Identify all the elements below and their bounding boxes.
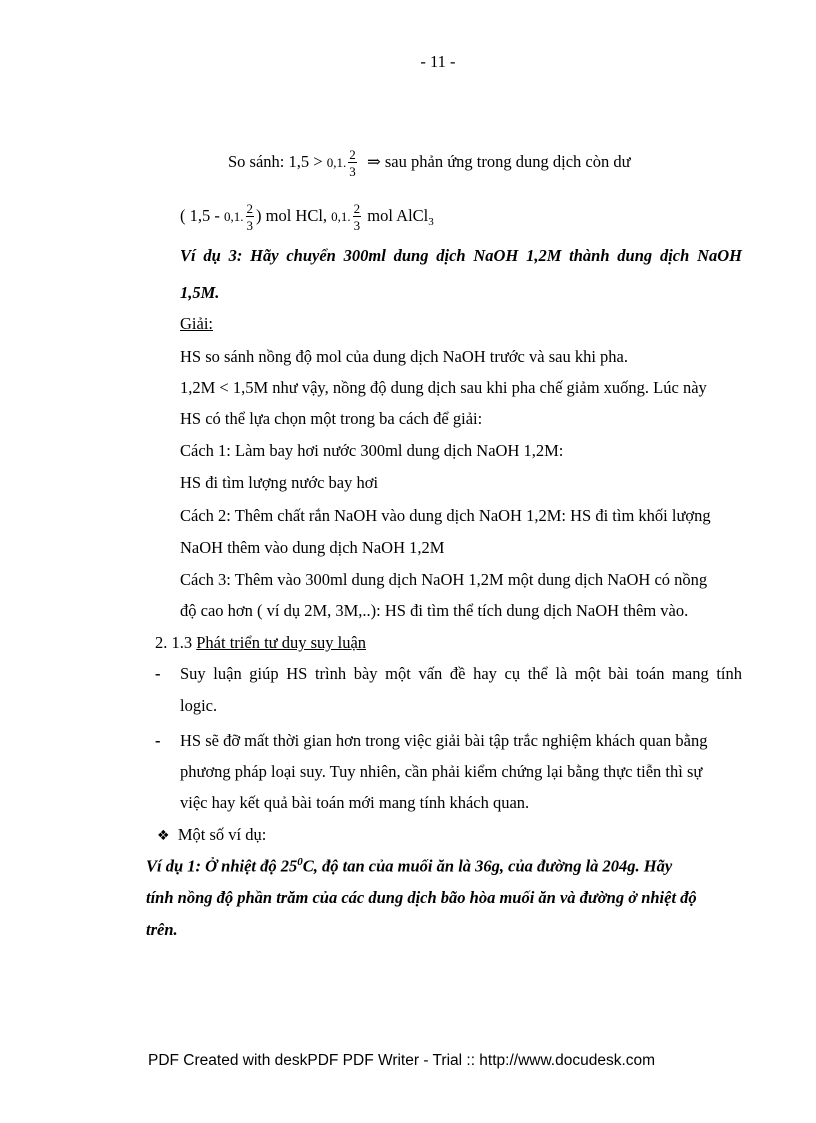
excess-mid: ) mol HCl, xyxy=(256,205,332,225)
example1-line1-b: C, độ tan của muối ăn là 36g, của đường là 204g. Hãy xyxy=(302,856,673,876)
bullet-line: phương pháp loại suy. Tuy nhiên, cần phải kiểm chứng lại bằng thực tiễn thì sự xyxy=(180,762,703,781)
example3-line: Cách 3: Thêm vào 300ml dung dịch NaOH 1,2M một dung dịch NaOH có nồng xyxy=(180,570,708,589)
solution-label: Giải: xyxy=(180,314,213,333)
bullet-line: logic. xyxy=(180,696,218,715)
compare-frac-den: 3 xyxy=(349,164,356,179)
example3-line: HS đi tìm lượng nước bay hơi xyxy=(180,473,379,492)
example3-line: HS so sánh nồng độ mol của dung dịch NaOH trước và sau khi pha. xyxy=(180,347,628,366)
pdf-footer: PDF Created with deskPDF PDF Writer - Trial :: http://www.docudesk.com xyxy=(148,1052,656,1069)
compare-line xyxy=(228,148,631,178)
example3-line: 1,2M < 1,5M như vậy, nồng độ dung dịch sau khi pha chế giảm xuống. Lúc này xyxy=(180,378,707,397)
excess-frac1-den: 3 xyxy=(246,218,253,233)
diamond-bullet-icon: ❖ xyxy=(157,828,170,844)
page-number: - 11 - xyxy=(420,52,456,71)
excess-fraction-2 xyxy=(353,202,362,232)
example3-line: HS có thể lựa chọn một trong ba cách để giải: xyxy=(180,409,483,428)
bullet-line: Suy luận giúp HS trình bày một vấn đề hay cụ thể là một bài toán mang tính xyxy=(180,664,742,683)
example3-line: NaOH thêm vào dung dịch NaOH 1,2M xyxy=(180,538,445,557)
example1-line1 xyxy=(146,856,672,877)
compare-prefix: So sánh: 1,5 > xyxy=(228,151,327,171)
excess-fraction-1 xyxy=(246,202,255,232)
bullet-dash: - xyxy=(155,664,161,683)
bullet-line: HS sẽ đỡ mất thời gian hơn trong việc giải bài tập trắc nghiệm khách quan bằng xyxy=(180,731,708,750)
degree-superscript: 0 xyxy=(297,856,303,868)
implies-symbol: ⇒ xyxy=(366,151,381,171)
compare-coef: 0,1. xyxy=(326,154,347,170)
excess-open: ( 1,5 - xyxy=(180,205,224,225)
excess-frac2-num: 2 xyxy=(353,201,361,216)
example1-line3: trên. xyxy=(146,920,178,939)
compare-suffix: sau phản ứng trong dung dịch còn dư xyxy=(380,151,631,171)
bullet-line: việc hay kết quả bài toán mới mang tính khách quan. xyxy=(180,793,530,812)
examples-heading-text: Một số ví dụ: xyxy=(177,825,267,844)
excess-coef2: 0,1. xyxy=(331,208,351,224)
excess-subscript: 3 xyxy=(428,216,434,229)
example1-line1-a: Ví dụ 1: Ở nhiệt độ 25 xyxy=(146,856,298,876)
example3-line: Cách 1: Làm bay hơi nước 300ml dung dịch NaOH 1,2M: xyxy=(180,441,564,460)
excess-frac2-den: 3 xyxy=(353,218,361,233)
compare-fraction xyxy=(348,148,357,178)
excess-coef1: 0,1. xyxy=(224,208,244,224)
section-title: Phát triển tư duy suy luận xyxy=(196,633,367,652)
compare-frac-num: 2 xyxy=(349,147,356,162)
examples-heading xyxy=(157,825,266,845)
example3-title-line2: 1,5M. xyxy=(180,283,220,302)
example3-line: độ cao hơn ( ví dụ 2M, 3M,..): HS đi tìm thể tích dung dịch NaOH thêm vào. xyxy=(180,601,689,620)
section-number: 2. 1.3 xyxy=(155,633,197,652)
bullet-dash: - xyxy=(155,731,161,750)
excess-line xyxy=(180,202,434,232)
excess-frac1-num: 2 xyxy=(246,201,253,216)
example3-title-line1: Ví dụ 3: Hãy chuyển 300ml dung dịch NaOH 1,2M thành dung dịch NaOH xyxy=(180,246,742,265)
example3-line: Cách 2: Thêm chất rắn NaOH vào dung dịch NaOH 1,2M: HS đi tìm khối lượng xyxy=(180,506,711,525)
section-heading xyxy=(155,633,366,653)
excess-tail: mol AlCl xyxy=(363,205,429,225)
example1-line2: tính nồng độ phần trăm của các dung dịch bão hòa muối ăn và đường ở nhiệt độ xyxy=(146,888,697,907)
